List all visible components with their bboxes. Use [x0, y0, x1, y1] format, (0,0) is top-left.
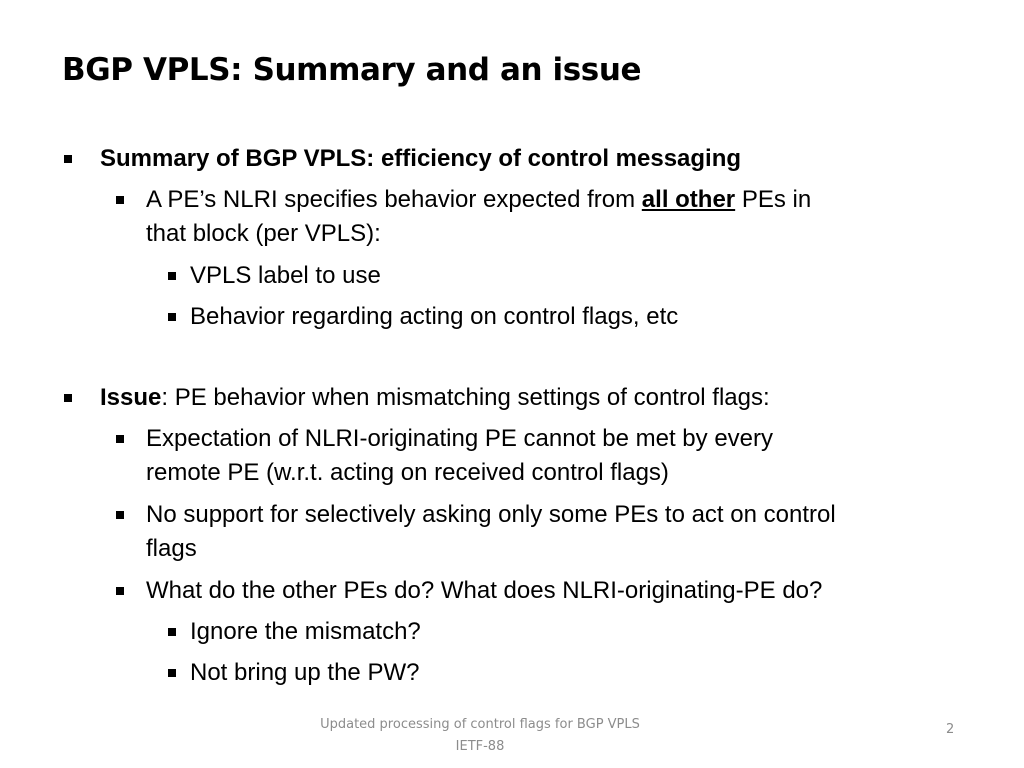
bullet-marker	[64, 394, 72, 402]
nlri-bullet	[146, 183, 811, 217]
issue-item: What do the other PEs do? What does NLRI-originating-PE do?	[146, 577, 823, 604]
footer-title: Updated processing of control flags for BGP VPLS	[320, 717, 640, 732]
bullet-marker	[116, 196, 124, 204]
issue-item-continuation: flags	[146, 535, 197, 562]
slide-footer	[250, 714, 710, 758]
bullet-marker	[64, 155, 72, 163]
issue-item: No support for selectively asking only some PEs to act on control	[146, 501, 836, 528]
issue-text: : PE behavior when mismatching settings of control flags:	[161, 384, 770, 411]
bullet-marker	[168, 669, 176, 677]
summary-sub-item: Behavior regarding acting on control flags, etc	[190, 303, 679, 330]
summary-heading: Summary of BGP VPLS: efficiency of control messaging	[100, 145, 742, 172]
summary-sub-item: VPLS label to use	[190, 262, 381, 289]
bullet-marker	[168, 628, 176, 636]
bullet-marker	[116, 435, 124, 443]
issue-heading	[100, 381, 770, 415]
bullet-marker	[168, 272, 176, 280]
bullet-marker	[116, 511, 124, 519]
slide-title: BGP VPLS: Summary and an issue	[62, 52, 642, 88]
nlri-text-end: PEs in	[735, 186, 812, 213]
nlri-emphasis: all other	[641, 186, 736, 213]
nlri-text-start: A PE’s NLRI specifies behavior expected from	[146, 186, 642, 213]
page-number: 2	[946, 722, 955, 737]
issue-sub-item: Ignore the mismatch?	[190, 618, 421, 645]
issue-sub-item: Not bring up the PW?	[190, 659, 420, 686]
nlri-continuation: that block (per VPLS):	[146, 220, 381, 247]
issue-item-continuation: remote PE (w.r.t. acting on received control flags)	[146, 459, 669, 486]
bullet-marker	[116, 587, 124, 595]
issue-item: Expectation of NLRI-originating PE cannot be met by every	[146, 425, 773, 452]
bullet-marker	[168, 313, 176, 321]
footer-event: IETF-88	[455, 739, 505, 754]
issue-label: Issue	[100, 384, 162, 411]
